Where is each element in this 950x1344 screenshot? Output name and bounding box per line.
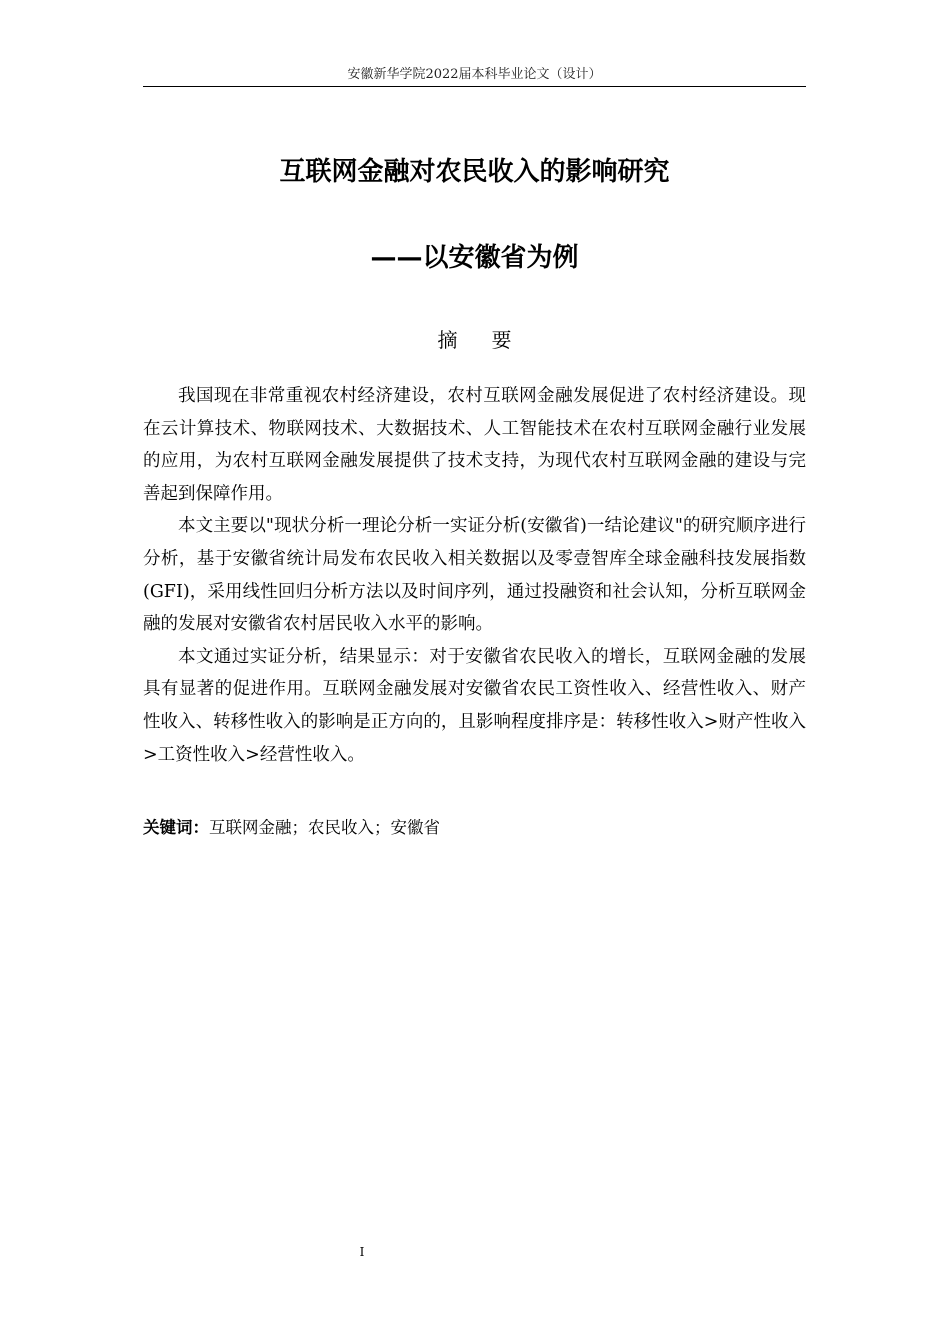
abstract-paragraph-1: 我国现在非常重视农村经济建设，农村互联网金融发展促进了农村经济建设。现在云计算技术、物联网技术、大数据技术、人工智能技术在农村互联网金融行业发展的应用，为农村互联网金融发展提供了技术支持，为现代农村互联网金融的建设与完善起到保障作用。 — [143, 386, 806, 504]
keywords-value: 互联网金融；农民收入；安徽省 — [209, 818, 440, 837]
thesis-title: 互联网金融对农民收入的影响研究 — [279, 157, 670, 187]
page-number: I — [359, 1245, 365, 1259]
abstract-paragraph-3: 本文通过实证分析，结果显示：对于安徽省农民收入的增长，互联网金融的发展具有显著的促进作用。互联网金融发展对安徽省农民工资性收入、经营性收入、财产性收入、转移性收入的影响是正方向的，且影响程度排序是：转移性收入>财产性收入>工资性收入>经营性收入。 — [143, 646, 806, 765]
abstract-heading-char-1: 摘 — [437, 328, 458, 352]
thesis-subtitle: ——以安徽省为例 — [370, 243, 579, 273]
header-divider — [143, 86, 806, 87]
abstract-body — [143, 380, 806, 771]
abstract-paragraph-2: 本文主要以"现状分析一理论分析一实证分析(安徽省)一结论建议"的研究顺序进行分析，基于安徽省统计局发布农民收入相关数据以及零壹智库全球金融科技发展指数(GFI)，采用线性回归分析方法以及时间序列，通过投融资和社会认知，分析互联网金融的发展对安徽省农村居民收入水平的影响。 — [143, 516, 806, 635]
page-header: 安徽新华学院2022届本科毕业论文（设计） — [347, 67, 602, 82]
keywords-line — [143, 814, 806, 842]
abstract-heading — [143, 326, 806, 354]
abstract-heading-char-2: 要 — [491, 328, 512, 352]
keywords-label: 关键词： — [143, 818, 209, 837]
